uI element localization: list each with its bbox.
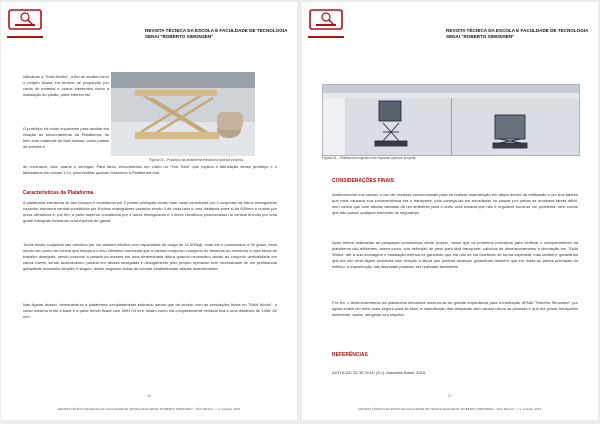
page-footer: REVISTA TÉCNICA DA ESCOLA E FACULDADE DE TECNOLOGIA SENAI "ROBERTO SIMONSEN" - SÃO PAULO - v. 3, maio/jul. 2016 <box>358 407 542 411</box>
body-paragraph: Por fim, o desenvolvimento da plataforma elevatória mostrou-se de grande importância para a instituição SENAI "Roberto Simonsen" por agora existir um meio mais seguro para se fazer a manutenção das lâmpadas sem causar riscos as pessoas e que ela possa transportar facilmente, assim, atingindo seu objetivo. <box>332 300 578 317</box>
left-page <box>1 2 297 420</box>
journal-subtitle: SENAI "ROBERTO SIMONSEN" <box>145 33 214 39</box>
intro-paragraph: utilizando o "Solid Works", a fim de avaliar como o projeto ficaria em termos de proporção por conta do material e outros elementos como a instalação do pistão, parte elétrica etc. <box>23 74 109 97</box>
journal-subtitle: SENAI "ROBERTO SIMONSEN" <box>446 33 515 39</box>
journal-title: REVISTA TÉCNICA DA ESCOLA E FACULDADE DE TECNOLOGIA <box>446 28 589 33</box>
section-title: CONSIDERAÇÕES FINAIS <box>332 178 394 184</box>
senai-logo-icon <box>308 8 344 32</box>
section-title: Características da Plataforma <box>23 190 94 196</box>
journal-title: REVISTA TÉCNICA DA ESCOLA E FACULDADE DE TECNOLOGIA <box>145 28 288 33</box>
reference-entry: AUTOCAD 2D 3D 2016. [S.l.]: Autodesk Brasil, 2016. <box>332 370 427 375</box>
body-paragraph: Todos esses conjuntos são movidos por um atuador elétrico com capacidade de carga de 12.000kgf, onde ele é posicionado a 30 graus, esse sendo seu ponto de inércia que empurra o eixo cilíndrico horizontal que o mesmo empurra o conjunto de tesouras ao movendo a uma altura de trabalho desejada, sendo possível a parada da mesma em uma determinada altura quando necessário dando ao conjunto verticalidade em vários níveis, sendo acionamento, parada em alturas desejadas e desligamento pelo próprio operador sem necessidade de um profissional gabaritado manuseio simples e seguro, assim seguindo todas as normas estabelecidas citadas anteriormente. <box>23 242 277 271</box>
senai-logo-icon <box>7 8 43 32</box>
body-paragraph: Após serem realizadas as pesquisas construtivas deste projeto, vimos que os primeiros protótipos para verificar o comportamento da plataforma são eficientes, assim como, sua definição de peso para fácil transporte, cálculos de dimensionamento e simulação em "Solid Works" até a sua montagem e instalação elétrica foi garantido que ela não só iria funcionar de forma esperada, mas também, garantindo que ela não teria algum problema com relação à altura que poderia alcançar, garantindo também que em todas as partes principais do edifício, a manutenção das lâmpadas pudesse ser realizada facilmente. <box>332 240 578 269</box>
prototype-paragraph: O protótipo foi muito importante para auxiliar em relação ao funcionamento da Plataforma, foi feito com materiais de fácil acesso, como palitos de sorvete e <box>23 126 109 149</box>
figure-3-caption: Figura 03 – Protótipo da plataforma elevatória (autoria própria). <box>149 158 244 162</box>
cad-screenshot <box>322 84 580 156</box>
figure-4-caption: Figura 04 – Plataforma erguida e em repouso (autoria própria). <box>322 156 417 160</box>
journal-header <box>446 28 596 39</box>
continuation-paragraph: de churrasco, cola, arame e seringas. Para tanto, encontramos um vídeo no "You Tube" que explica a fabricação desse protótipo e o fabricamos em escala 1:10, para facilitar quando fôssemos a Plataforma real. <box>23 164 277 175</box>
body-paragraph: A plataforma elevatória do tipo tesoura é constituída por 3 partes principais sendo elas: base constituída por 4 conjuntos de tubos retangulares vazados; estrutura central constituída por 8 tubos retangulares vazados sendo 4 de cada lado e uma distância entre si de 600mm e unidos por eixos cilíndricos e, por fim, a parte superior constituída por 4 tubos retangulares e 4 eixos cilíndricos posicionados na vertical envolto por uma grade triangular formando uma espécie de gaiola. <box>23 200 277 223</box>
references-title: REFERÊNCIAS <box>332 352 368 358</box>
page-number: 17 <box>448 394 452 398</box>
header-rule <box>7 36 43 38</box>
page-footer: REVISTA TÉCNICA DA ESCOLA E FACULDADE DE TECNOLOGIA SENAI "ROBERTO SIMONSEN" - SÃO PAULO - v. 3, maio/jul. 2016 <box>57 407 241 411</box>
body-paragraph: Nas figuras abaixo, demonstra-se a plataforma completamente esticada, sendo que de acordo com as simulações feitas no "Solid Works", o curso máximo entre a base e a parte móvel ficará com 2891,04 mm. Assim como ela completamente retraída fica a uma distância de 1406, 62 mm. <box>23 302 277 319</box>
prototype-photo <box>111 72 255 156</box>
right-page <box>302 2 598 420</box>
page-number: 16 <box>147 394 151 398</box>
header-rule <box>308 36 344 38</box>
body-paragraph: Anteriormente era preciso o uso de escadas convencionais para se realizar manutenção em altura dentro da edificação e um dos fatores que mais causava sua inconveniência era o transporte, pois carregá-las em escadarias ou passar por portas se mostrava tarefa difícil, sem contar que com alturas variadas de um ambiente para o outro uma escada que não é regulável torna-se um problema, sem contar que não possui qualquer elemento de segurança. <box>332 192 578 215</box>
raised-platform <box>375 101 407 146</box>
lowered-platform <box>493 115 527 148</box>
journal-header <box>145 28 295 39</box>
